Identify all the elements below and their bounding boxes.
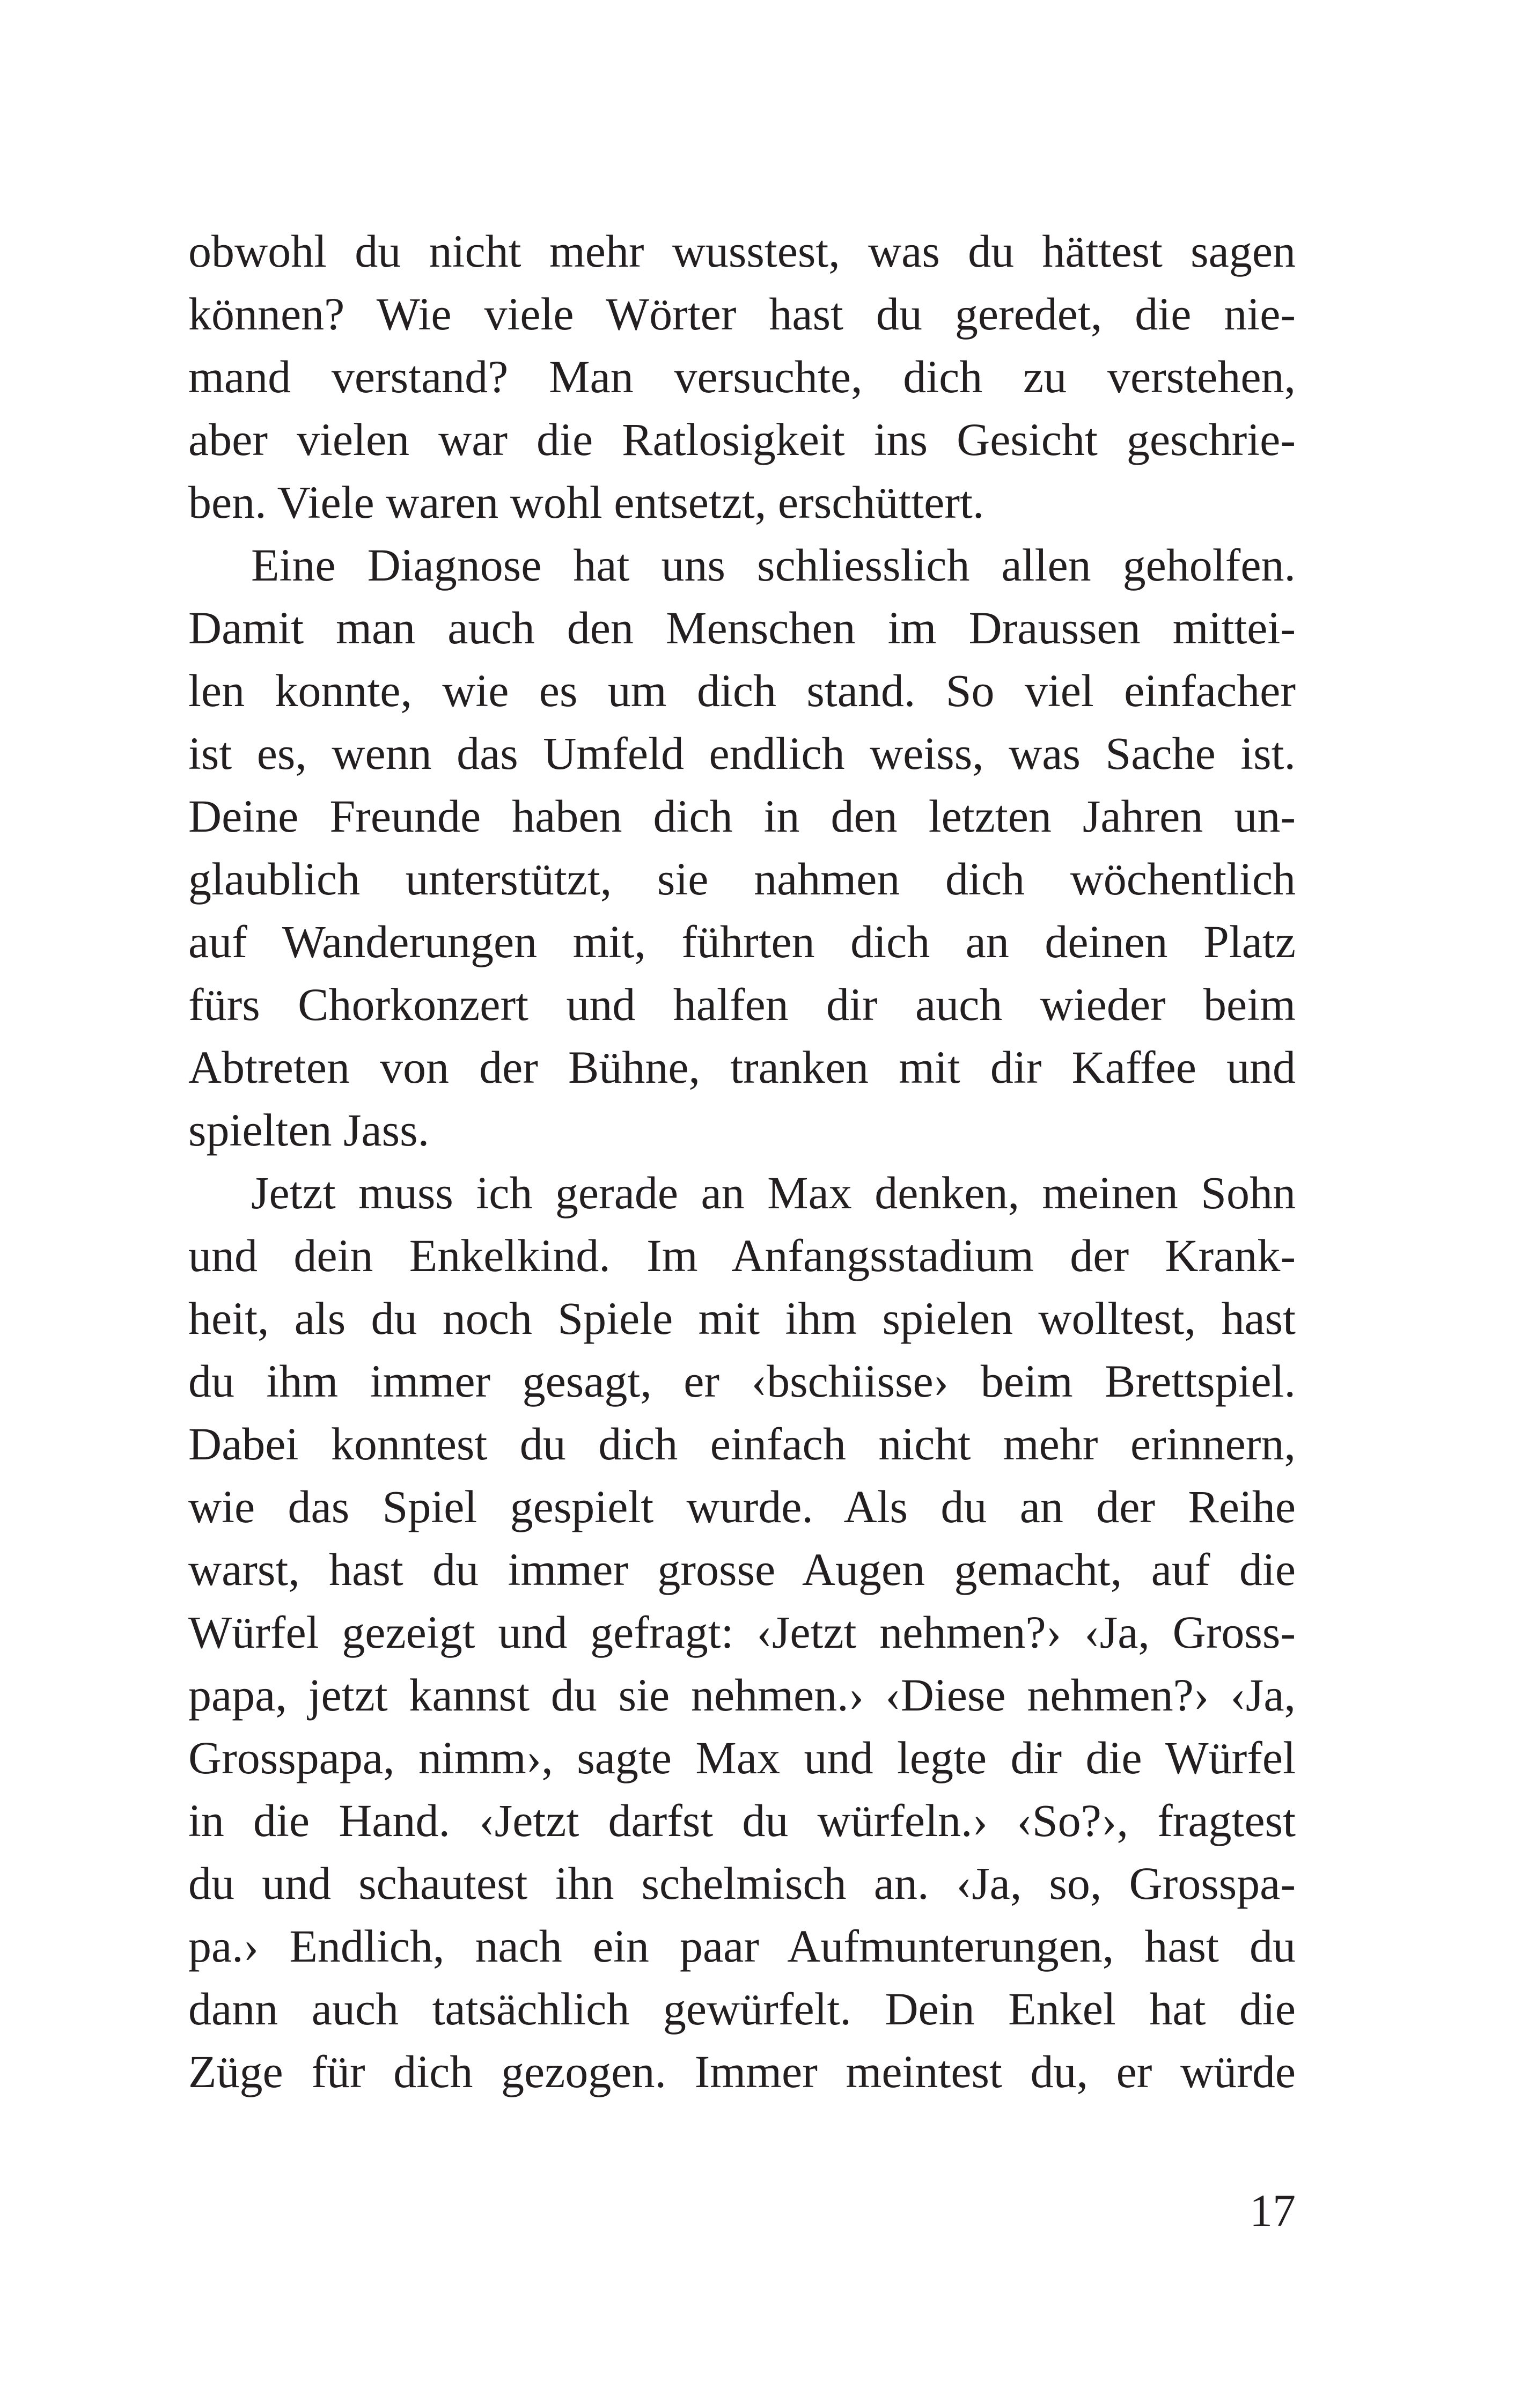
text-line: Züge für dich gezogen. Immer meintest du, er würde [188,2046,1296,2097]
text-line: auf Wanderungen mit, führten dich an deinen Platz [188,916,1296,967]
text-line: Grosspapa, nimm›, sagte Max und legte dir die Würfel [188,1732,1296,1783]
text-line: pa.› Endlich, nach ein paar Aufmunterungen, hast du [188,1920,1296,1972]
text-line: Damit man auch den Menschen im Draussen mittei- [188,602,1296,654]
text-line: len konnte, wie es um dich stand. So viel einfacher [188,665,1296,716]
text-line: papa, jetzt kannst du sie nehmen.› ‹Diese nehmen?› ‹Ja, [188,1669,1296,1721]
body-text [188,220,1296,2103]
text-line: Dabei konntest du dich einfach nicht mehr erinnern, [188,1418,1296,1470]
text-line: wie das Spiel gespielt wurde. Als du an der Reihe [188,1481,1296,1532]
text-line: du ihm immer gesagt, er ‹bschiisse› beim Brettspiel. [188,1355,1296,1407]
text-line: obwohl du nicht mehr wusstest, was du hättest sagen [188,225,1296,277]
paragraph-first-line: Eine Diagnose hat uns schliesslich allen geholfen. [251,539,1296,591]
text-line: können? Wie viele Wörter hast du geredet, die nie- [188,288,1296,340]
text-line: spielten Jass. [188,1104,430,1156]
paragraph-first-line: Jetzt muss ich gerade an Max denken, meinen Sohn [251,1167,1296,1218]
text-line: glaublich unterstützt, sie nahmen dich wöchentlich [188,853,1296,905]
text-line: mand verstand? Man versuchte, dich zu verstehen, [188,351,1296,402]
text-line: aber vielen war die Ratlosigkeit ins Gesicht geschrie- [188,414,1296,465]
text-line: fürs Chorkonzert und halfen dir auch wieder beim [188,979,1296,1030]
text-line: warst, hast du immer grosse Augen gemacht, auf die [188,1544,1296,1595]
text-line: heit, als du noch Spiele mit ihm spielen wolltest, hast [188,1293,1296,1344]
text-line: Deine Freunde haben dich in den letzten Jahren un- [188,790,1296,842]
text-line: Abtreten von der Bühne, tranken mit dir Kaffee und [188,1041,1296,1093]
text-line: dann auch tatsächlich gewürfelt. Dein Enkel hat die [188,1983,1296,2035]
text-line: du und schautest ihn schelmisch an. ‹Ja, so, Grosspa- [188,1858,1296,1909]
text-line: Würfel gezeigt und gefragt: ‹Jetzt nehmen?› ‹Ja, Gross- [188,1606,1296,1658]
text-line: in die Hand. ‹Jetzt darfst du würfeln.› ‹So?›, fragtest [188,1795,1296,1846]
text-line: und dein Enkelkind. Im Anfangsstadium der Krank- [188,1230,1296,1281]
text-line: ist es, wenn das Umfeld endlich weiss, was Sache ist. [188,728,1296,779]
text-line: ben. Viele waren wohl entsetzt, erschüttert. [188,476,984,528]
page-number: 17 [1250,2185,1296,2236]
